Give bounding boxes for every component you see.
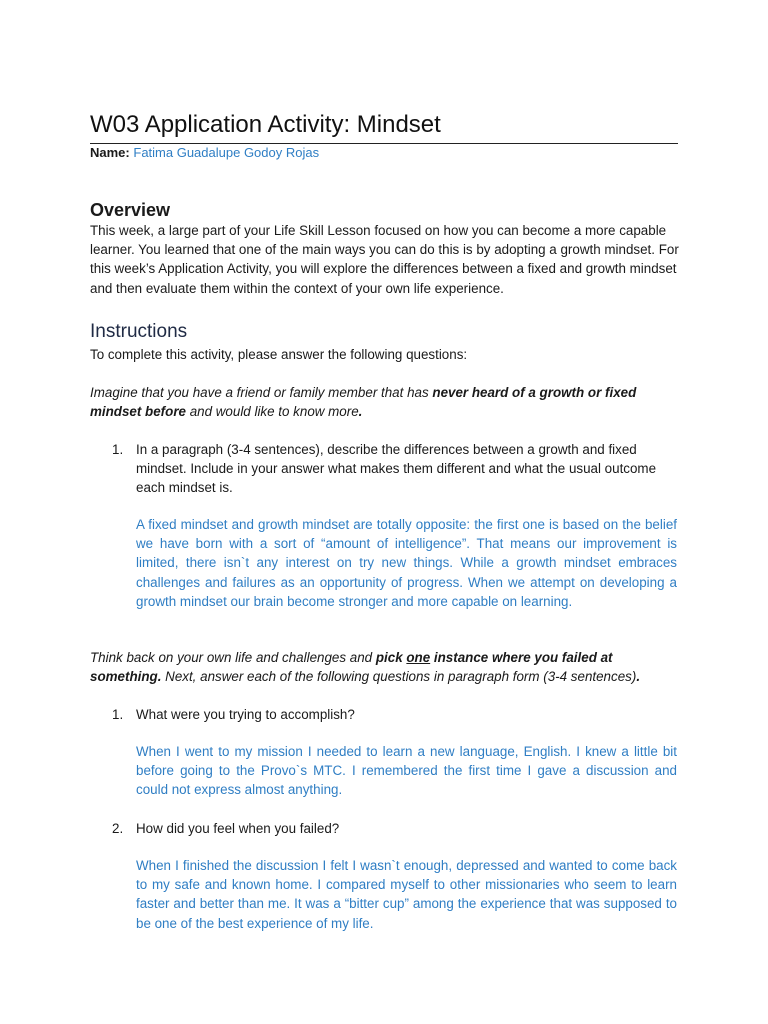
question-1-text: In a paragraph (3-4 sentences), describe the differences between a growth and fixed mindset. Include in your answer what makes them different and what the usual outcome each mindset is. bbox=[136, 442, 657, 496]
name-label: Name: bbox=[90, 145, 130, 160]
instructions-intro: To complete this activity, please answer the following questions: bbox=[90, 347, 468, 362]
question-2 bbox=[112, 705, 680, 724]
prompt-imagine-part2: and would like to know more bbox=[185, 404, 359, 420]
instructions-heading: Instructions bbox=[90, 321, 188, 342]
question-2-number: 1. bbox=[112, 707, 124, 722]
name-line bbox=[90, 144, 319, 162]
overview-text: This week, a large part of your Life Skill Lesson focused on how you can become a more capable learner. You learned that one of the main ways you can do this is by adopting a growth mindset. For this week’s Application Activity, you will explore the differences between a fixed and growth mindset and then evaluate them within the context of your own life experience. bbox=[90, 223, 679, 296]
prompt-imagine-end: . bbox=[358, 404, 363, 420]
question-3-text: How did you feel when you failed? bbox=[136, 821, 340, 836]
document-title: W03 Application Activity: Mindset bbox=[90, 110, 678, 144]
answer-2: When I went to my mission I needed to learn a new language, English. I knew a little bit before going to the Provo`s MTC. I remembered the first time I gave a discussion and could not express almost anything. bbox=[136, 744, 677, 798]
prompt-think-underline: one bbox=[406, 650, 431, 665]
prompt-imagine bbox=[90, 383, 680, 421]
student-name: Fatima Guadalupe Godoy Rojas bbox=[133, 145, 320, 160]
prompt-think-part2: Next, answer each of the following questions in paragraph form (3-4 sentences) bbox=[161, 669, 637, 685]
question-2-text: What were you trying to accomplish? bbox=[136, 707, 355, 722]
question-3-number: 2. bbox=[112, 821, 124, 836]
answer-3: When I finished the discussion I felt I wasn`t enough, depressed and wanted to come back to my safe and known home. I compared myself to other missionaries who seem to learn faster and better than me. It was a “bitter cup” among the experience that was supposed to be one of the best experience of my life. bbox=[136, 858, 677, 931]
prompt-think-bold2: instance where you failed at something. bbox=[90, 650, 613, 685]
question-1-number: 1. bbox=[112, 442, 124, 457]
prompt-think-back bbox=[90, 648, 680, 686]
prompt-think-bold1: pick bbox=[375, 650, 407, 665]
answer-1: A fixed mindset and growth mindset are totally opposite: the first one is based on the belief we have born with a sort of “amount of intelligence”. That means our improvement is limited, there isn`t any interest on try new things. While a growth mindset embraces challenges and failures as an opportunity of progress. When we attempt on developing a growth mindset our brain become stronger and more capable on learning. bbox=[136, 517, 677, 609]
prompt-think-end: . bbox=[636, 669, 641, 685]
question-3 bbox=[112, 819, 680, 838]
overview-heading: Overview bbox=[90, 200, 171, 220]
prompt-imagine-part1: Imagine that you have a friend or family member that has bbox=[90, 385, 433, 400]
prompt-imagine-bold: never heard of a growth or fixed mindset before bbox=[90, 385, 637, 420]
prompt-think-part1: Think back on your own life and challenges and bbox=[90, 650, 376, 665]
question-1 bbox=[112, 440, 680, 498]
